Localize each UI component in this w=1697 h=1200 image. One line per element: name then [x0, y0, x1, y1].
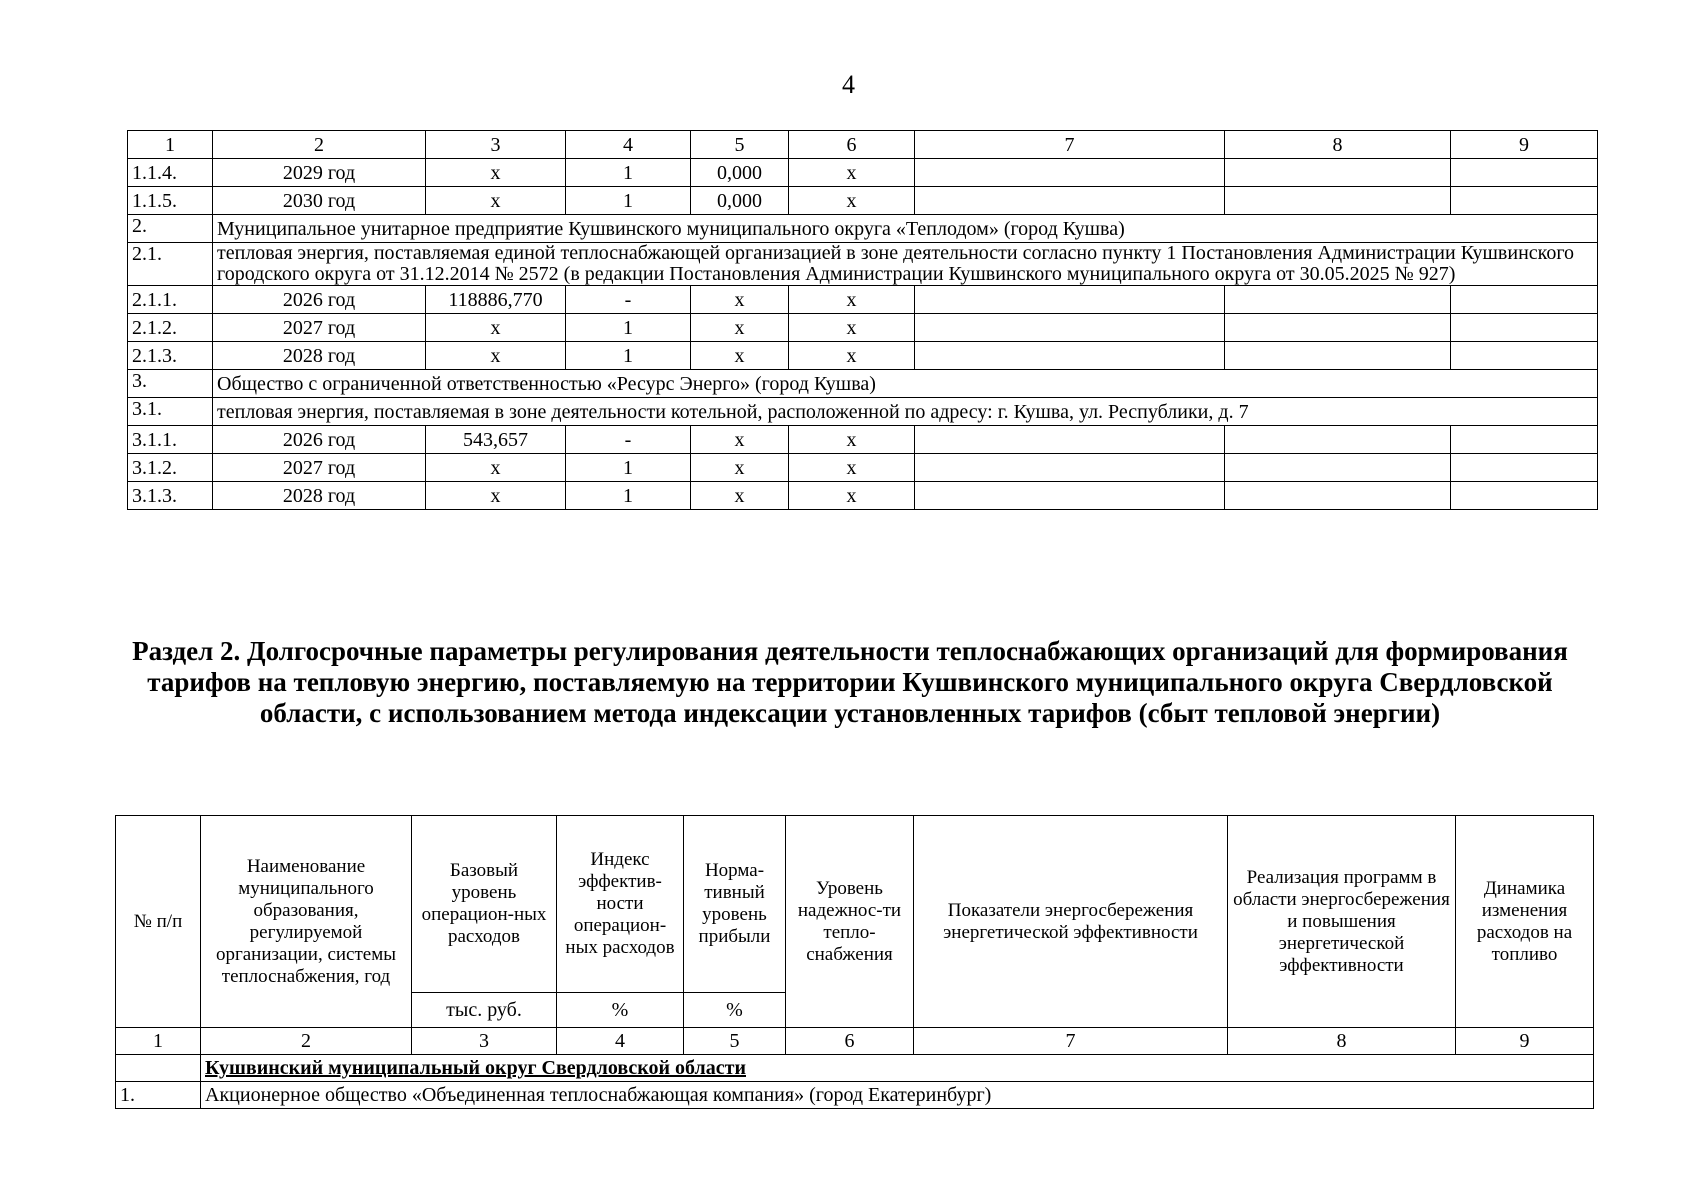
table1-cell: x [426, 159, 566, 187]
table1-cell: x [426, 454, 566, 482]
table1-cell: 2027 год [213, 454, 426, 482]
page-number: 4 [842, 70, 855, 99]
header-programs: Реализация программ в области энергосбережения и повышения энергетической эффективности [1228, 816, 1456, 1028]
table1-cell: 2030 год [213, 187, 426, 215]
table1-cell [1225, 159, 1451, 187]
table1-cell: x [691, 342, 789, 370]
table1-cell: x [426, 314, 566, 342]
table1-row-title: Муниципальное унитарное предприятие Кушвинского муниципального округа «Теплодом» (город Кушва) [213, 215, 1598, 243]
table1-cell: x [789, 426, 915, 454]
table1-cell: x [426, 187, 566, 215]
table1-cell: 0,000 [691, 187, 789, 215]
table1-cell: x [789, 159, 915, 187]
unit-profit: % [684, 993, 786, 1028]
table1-cell: 2028 год [213, 342, 426, 370]
table1-row [128, 187, 1598, 215]
table1-row [128, 482, 1598, 510]
table1-cell: x [789, 342, 915, 370]
table1-cell [915, 314, 1225, 342]
table1-cell: 2026 год [213, 286, 426, 314]
table1-cell [1451, 187, 1598, 215]
table1-cell: 1 [566, 342, 691, 370]
table1-cell: 2.1.3. [128, 342, 213, 370]
table1-cell: - [566, 286, 691, 314]
unit-base: тыс. руб. [412, 993, 557, 1028]
table1-cell: x [789, 454, 915, 482]
unit-index: % [557, 993, 684, 1028]
table1-col-number: 8 [1225, 131, 1451, 159]
table1-cell [1225, 342, 1451, 370]
table1-cell: x [789, 482, 915, 510]
table2-col-number: 2 [201, 1028, 412, 1055]
table1-cell [1451, 159, 1598, 187]
table1-cell: 543,657 [426, 426, 566, 454]
table1-cell: 1 [566, 314, 691, 342]
table1-header-row [128, 131, 1598, 159]
table1-row [128, 314, 1598, 342]
table2-col-number: 1 [116, 1028, 201, 1055]
table1-cell [1225, 187, 1451, 215]
table1-cell: x [426, 342, 566, 370]
header-fuel: Динамика изменения расходов на топливо [1456, 816, 1594, 1028]
table1-cell: x [691, 482, 789, 510]
table1-cell [1451, 314, 1598, 342]
table1-cell: 3.1.1. [128, 426, 213, 454]
table1-cell: 1 [566, 454, 691, 482]
table1-cell [1225, 426, 1451, 454]
header-energy-saving: Показатели энергосбережения энергетической эффективности [914, 816, 1228, 1028]
table1-row [128, 159, 1598, 187]
table1-cell: 2.1.1. [128, 286, 213, 314]
header-num: № п/п [116, 816, 201, 1028]
group-num-cell [116, 1055, 201, 1082]
table1-cell [1451, 286, 1598, 314]
table1-cell: x [691, 286, 789, 314]
table1-cell [1225, 286, 1451, 314]
table1-cell [915, 187, 1225, 215]
table1-row [128, 454, 1598, 482]
table1-cell: 118886,770 [426, 286, 566, 314]
table1-cell [1451, 482, 1598, 510]
table1-cell: x [426, 482, 566, 510]
header-index: Индекс эффектив-ности операцион-ных расходов [557, 816, 684, 993]
table1-cell [915, 159, 1225, 187]
table1-col-number: 1 [128, 131, 213, 159]
table1-cell [1451, 454, 1598, 482]
table1-cell [915, 482, 1225, 510]
table1-cell: x [789, 187, 915, 215]
table1-cell: 1 [566, 187, 691, 215]
table2-col-number: 4 [557, 1028, 684, 1055]
table1-cell [1225, 454, 1451, 482]
table1-cell: x [691, 426, 789, 454]
table2-col-number: 6 [786, 1028, 914, 1055]
table1-cell: - [566, 426, 691, 454]
header-reliability: Уровень надежнос-ти тепло-снабжения [786, 816, 914, 1028]
table1-col-number: 6 [789, 131, 915, 159]
table1-row [128, 342, 1598, 370]
table1-cell [1225, 314, 1451, 342]
table1-cell: 2028 год [213, 482, 426, 510]
table1-cell [1225, 482, 1451, 510]
table1-row [128, 215, 1598, 243]
table2-col-number: 8 [1228, 1028, 1456, 1055]
table1-cell: 3.1.3. [128, 482, 213, 510]
table1-cell: x [789, 314, 915, 342]
table1-col-number: 3 [426, 131, 566, 159]
table1-cell: 1.1.5. [128, 187, 213, 215]
table1-cell: 3.1.2. [128, 454, 213, 482]
table1-cell [915, 342, 1225, 370]
table1-cell: x [789, 286, 915, 314]
header-base: Базовый уровень операцион-ных расходов [412, 816, 557, 993]
table1-cell: 1 [566, 482, 691, 510]
table1-col-number: 4 [566, 131, 691, 159]
table1-row-number: 2. [128, 215, 213, 243]
table1-row-title: тепловая энергия, поставляемая единой теплоснабжающей организацией в зоне деятельности согласно пункту 1 Постановления Администрации Кушвинского городского округа от 31.12.2014 № 2572 (в редакции Постановления Администрации Кушвинского муниципального округа от 30.05.2025 № 927) [213, 243, 1598, 286]
row-org-name: Акционерное общество «Объединенная теплоснабжающая компания» (город Екатеринбург) [201, 1082, 1594, 1109]
table1-cell: x [691, 314, 789, 342]
table1-row-number: 2.1. [128, 243, 213, 286]
table1-row [128, 398, 1598, 426]
table1-row-number: 3. [128, 370, 213, 398]
row-num: 1. [116, 1082, 201, 1109]
table1-cell: 2.1.2. [128, 314, 213, 342]
table1-col-number: 5 [691, 131, 789, 159]
table1-cell: 2027 год [213, 314, 426, 342]
table1-cell [915, 454, 1225, 482]
continuation-table [127, 130, 1598, 510]
section2-table [115, 815, 1594, 1109]
table1-row-number: 3.1. [128, 398, 213, 426]
group-title: Кушвинский муниципальный округ Свердловской области [201, 1055, 1594, 1082]
table1-row [128, 243, 1598, 286]
table2-col-number: 3 [412, 1028, 557, 1055]
table1-cell: x [691, 454, 789, 482]
table1-cell [1451, 342, 1598, 370]
table1-cell [1451, 426, 1598, 454]
header-name: Наименование муниципального образования, регулируемой организации, системы теплоснабжения, год [201, 816, 412, 1028]
table1-row-title: Общество с ограниченной ответственностью «Ресурс Энерго» (город Кушва) [213, 370, 1598, 398]
table1-cell: 2029 год [213, 159, 426, 187]
table2-col-number: 9 [1456, 1028, 1594, 1055]
table1-col-number: 7 [915, 131, 1225, 159]
table1-col-number: 2 [213, 131, 426, 159]
section-heading: Раздел 2. Долгосрочные параметры регулирования деятельности теплоснабжающих организаций для формирования тарифов на тепловую энергию, поставляемую на территории Кушвинского муниципального округа Свердловской области, с использованием метода индексации установленных тарифов (сбыт тепловой энергии) [132, 636, 1568, 728]
table1-cell: 0,000 [691, 159, 789, 187]
table1-cell: 1.1.4. [128, 159, 213, 187]
table1-row [128, 370, 1598, 398]
table1-cell [915, 286, 1225, 314]
table1-row [128, 426, 1598, 454]
table1-col-number: 9 [1451, 131, 1598, 159]
table2-col-number: 7 [914, 1028, 1228, 1055]
table1-cell: 2026 год [213, 426, 426, 454]
table2-col-number: 5 [684, 1028, 786, 1055]
table1-cell: 1 [566, 159, 691, 187]
header-profit: Норма-тивный уровень прибыли [684, 816, 786, 993]
table1-cell [915, 426, 1225, 454]
table1-row [128, 286, 1598, 314]
table1-row-title: тепловая энергия, поставляемая в зоне деятельности котельной, расположенной по адресу: г. Кушва, ул. Республики, д. 7 [213, 398, 1598, 426]
